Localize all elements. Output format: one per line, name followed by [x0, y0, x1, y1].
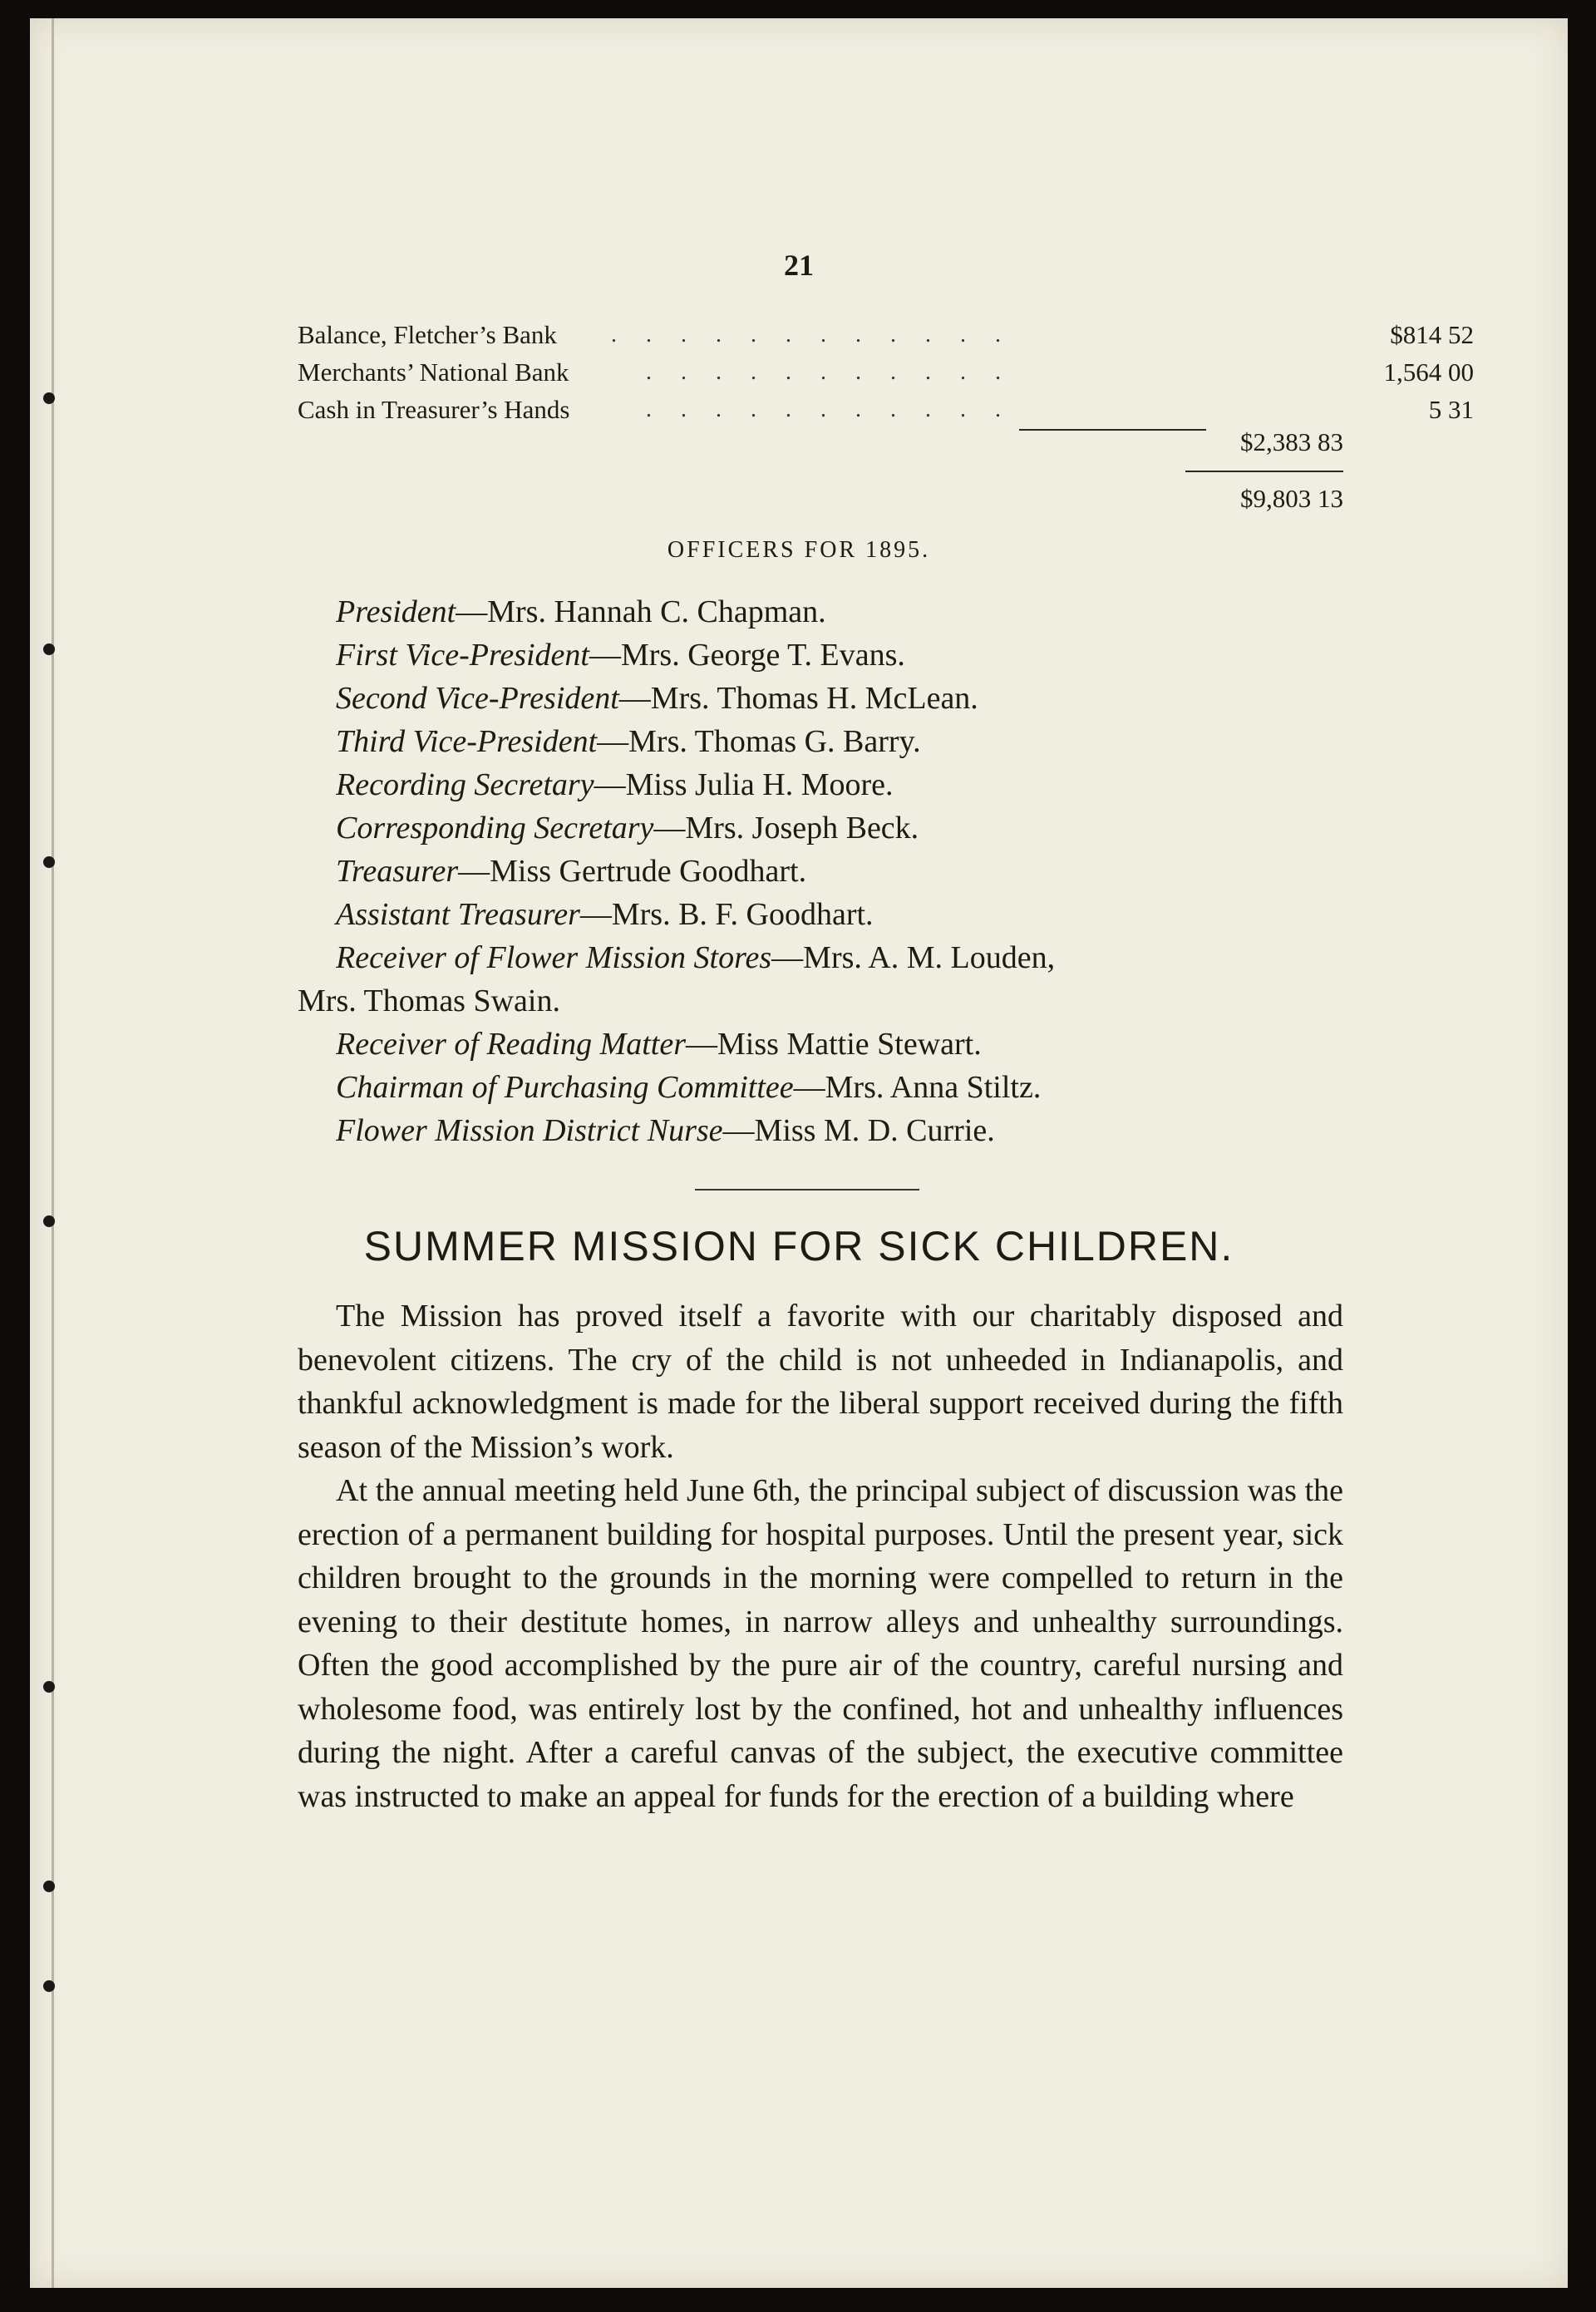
officer-name: —Mrs. Hannah C. Chapman. — [456, 594, 826, 629]
officer-line — [336, 806, 919, 850]
balance-row — [298, 355, 1474, 390]
officer-role: Flower Mission District Nurse — [336, 1113, 723, 1148]
officer-name: —Miss Julia H. Moore. — [594, 767, 894, 802]
paragraph: The Mission has proved itself a favorite with our charitably disposed and benevolent citizens. The cry of the child is not unheeded in Indianapolis, and thankful acknowledgment is made for the liberal support received during the fifth season of the Mission’s work. — [298, 1299, 1343, 1465]
officer-role: Chairman of Purchasing Committee — [336, 1070, 794, 1105]
officer-name: —Miss Mattie Stewart. — [686, 1027, 982, 1062]
officer-name: —Mrs. Anna Stiltz. — [793, 1070, 1042, 1105]
balance-row — [298, 318, 1474, 352]
binding-hole — [43, 643, 55, 655]
officer-line — [336, 936, 1055, 979]
total-rule — [1185, 471, 1343, 472]
balance-amount: 5 31 — [1428, 395, 1474, 424]
officer-line — [336, 850, 806, 893]
officer-line — [336, 763, 894, 806]
officer-name: —Mrs. Thomas H. McLean. — [618, 681, 978, 716]
officer-line — [336, 893, 874, 936]
balance-amount: $814 52 — [1390, 320, 1474, 349]
section-title: SUMMER MISSION FOR SICK CHILDREN. — [363, 1223, 1234, 1269]
binding-hole — [43, 1980, 55, 1992]
document-page — [30, 18, 1568, 2288]
officer-line — [336, 1066, 1041, 1109]
balance-label: Cash in Treasurer’s Hands — [298, 395, 570, 424]
binding-hole — [43, 392, 55, 404]
binding-hole — [43, 1681, 55, 1693]
balance-label: Balance, Fletcher’s Bank — [298, 320, 557, 349]
officer-role: Receiver of Reading Matter — [336, 1027, 687, 1062]
officer-name: —Mrs. B. F. Goodhart. — [579, 897, 874, 932]
officer-line — [336, 1023, 982, 1066]
officer-line — [336, 633, 905, 677]
balance-amount: 1,564 00 — [1383, 357, 1474, 387]
officer-role: Third Vice-President — [336, 724, 598, 759]
officer-line-continued — [298, 979, 560, 1023]
officer-name: —Miss M. D. Currie. — [722, 1113, 995, 1148]
page-number: 21 — [784, 249, 814, 282]
subtotal-amount: $2,383 83 — [1240, 427, 1343, 456]
officer-line — [336, 720, 921, 763]
binding-hole — [43, 856, 55, 868]
officer-role: Second Vice-President — [336, 681, 619, 716]
officer-role: Recording Secretary — [336, 767, 594, 802]
officers-heading: OFFICERS FOR 1895. — [667, 537, 931, 563]
officer-role: First Vice-President — [336, 638, 589, 673]
binding-hole — [43, 1881, 55, 1892]
officer-role: Assistant Treasurer — [336, 897, 580, 932]
officer-name: —Miss Gertrude Goodhart. — [458, 854, 807, 889]
officer-role: Treasurer — [336, 854, 459, 889]
officer-role: Receiver of Flower Mission Stores — [336, 940, 772, 975]
officer-name: —Mrs. George T. Evans. — [589, 638, 905, 673]
leader-dots: . . . . . . . . . . . — [646, 359, 1012, 385]
officer-name: —Mrs. Thomas G. Barry. — [597, 724, 921, 759]
binding-edge — [52, 18, 54, 2288]
paragraph: At the annual meeting held June 6th, the principal subject of discussion was the erection of a permanent building for hospital purposes. Until the present year, sick children brought to the grounds in the morning were compelled to return in the evening to their destitute homes, in narrow alleys and unhealthy surroundings. Often the good accomplished by the pure air of the country, careful nursing and wholesome food, was entirely lost by the confined, hot and unhealthy influences during the night. After a careful canvas of the subject, the executive committee was instructed to make an appeal for funds for the erection of a building where — [298, 1473, 1343, 1814]
officer-line — [336, 590, 826, 633]
body-text — [298, 1294, 1343, 1818]
section-divider — [695, 1189, 919, 1191]
officer-role: President — [336, 594, 456, 629]
balance-row — [298, 392, 1474, 427]
leader-dots: . . . . . . . . . . . . — [611, 322, 1012, 348]
balance-label: Merchants’ National Bank — [298, 357, 569, 387]
leader-dots: . . . . . . . . . . . — [646, 397, 1012, 422]
officer-name: —Mrs. Joseph Beck. — [653, 811, 919, 845]
officer-line — [336, 1109, 995, 1152]
officer-line — [336, 677, 978, 720]
officer-role: Corresponding Secretary — [336, 811, 654, 845]
officer-name: Mrs. Thomas Swain. — [298, 983, 560, 1018]
officer-name: —Mrs. A. M. Louden, — [771, 940, 1056, 975]
grand-total-amount: $9,803 13 — [1240, 484, 1343, 513]
